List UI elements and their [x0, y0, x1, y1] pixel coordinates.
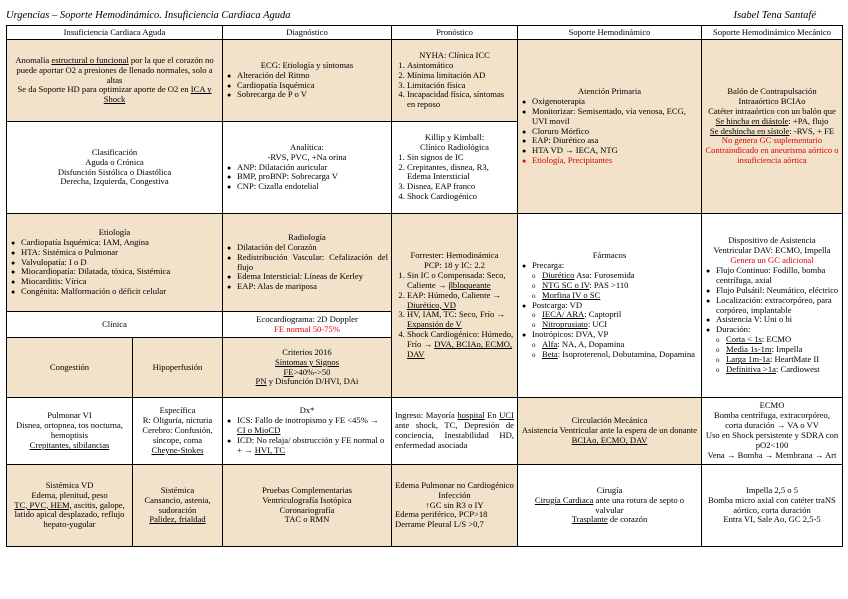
ingreso-cell: Ingreso: Mayoría hospital En UCI ante shock, TC, Depresión de conciencia, Inestabilidad HD, enfermedad asociada [392, 398, 518, 465]
header-soporte-mecanico: Soporte Hemodinámico Mecánico [702, 26, 843, 40]
impella-cell: Impella 2,5 o 5 Bomba micro axial con catéter traNS aórtico, corta duración Entra VI, Sale Ao, GC 2,5-5 [702, 465, 843, 547]
circulacion-cell: Circulación Mecánica Asistencia Ventricular ante la espera de un donante BCIAo, ECMO, DAV [518, 398, 702, 465]
hipoperfusion-cell: Hipoperfusión [133, 338, 223, 398]
farmacos-cell: Fármacos ● Precarga: o Diurético Asa: Furosemida o NTG SC o IV: PAS >110 o Morfina IV o SC ● Postcarga: VD o IECA/ ARA: Captopril o Nitroprusiato: UCI ● Inotrópicos: DVA, VP o Alfa: NA, A, Dopamina o Beta: Isoproterenol, Dobutamina, Dopamina [518, 214, 702, 398]
pulmonar-cell: Pulmonar VI Disnea, ortopnea, tos nocturna, hemoptisis Crepitantes, sibilancias [7, 398, 133, 465]
sistemica-vd-cell: Sistémica VD Edema, plenitud, peso TC, PVC, HEM, ascitis, galope, latido apical desplazado, reflujo hepato-yugular [7, 465, 133, 547]
clinica-cell: Clínica [7, 312, 223, 338]
column-headers [7, 26, 843, 40]
cirugia-cell: Cirugía Cirugía Cardiaca ante una rotura de septo o valvular Trasplante de corazón [518, 465, 702, 547]
criterios-cell: Criterios 2016 Síntomas y Signos FE>40%->50 PN y Disfunción D/HVI, DAi [223, 338, 392, 398]
document-title: Urgencias – Soporte Hemodinámico. Insuficiencia Cardiaca Aguda [6, 10, 291, 21]
edema-cell: Edema Pulmonar no Cardiogénico Infección ↑GC sin R3 o IY Edema periférico, PCP>18 Derrame Pleural L/S >0,7 [392, 465, 518, 547]
forrester-cell: Forrester: Hemodinámica PCP: 18 y IC: 2.2 1. Sin IC o Compensada: Seco, Caliente → βbloqueante 2. EAP: Húmedo, Caliente → Diurético, VD 3. HV, IAM, TC: Seco, Frío → Expansión de V 4. Shock Cardiogénico: Húmedo, Frío → DVA, BCIAo, ECMO, DAV [392, 214, 518, 398]
atencion-primaria-cell: Atención Primaria ● Oxigenoterapia ● Monitorizar: Semisentado, vía venosa, ECG, UVI movil ● Cloruro Mórfico ● EAP: Diurético asa ● HTA VD → IECA, NTG ● Etiología, Precipitantes [518, 40, 702, 214]
congestion-cell: Congestión [7, 338, 133, 398]
balon-cell: Balón de Contrapulsación Intraaórtico BCIAo Catéter intraaórtico con un balón que Se hincha en diástole: +PA, flujo Se deshincha en sístole: -RVS, + FE No genera GC suplementario Contraindicado en aneurisma aórtico o insuficiencia aórtica [702, 40, 843, 214]
header-diagnostico: Diagnóstico [223, 26, 392, 40]
header-ica: Insuficiencia Cardiaca Aguda [7, 26, 223, 40]
killip-cell: Killip y Kimball: Clínico Radiológica 1. Sin signos de IC 2. Crepitantes, disnea, R3, Edema Intersticial 3. Disnea, EAP franco 4. Shock Cardiogénico [392, 122, 518, 214]
dispositivo-cell: Dispositivo de Asistencia Ventricular DAV: ECMO, Impella Genera un GC adicional ● Flujo Continuo: Fodillo, bomba centrífuga, axial ● Flujo Pulsátil: Neumático, eléctrico ● Localización: extracorpóreo, para corpóreo, implantable ● Asistencia V: Uni o bi ● Duración: o Corta < 1s: ECMO o Media 1s-1m: Impella o Larga 1m-1a: HeartMate II o Definitiva >1a: Cardiowest [702, 214, 843, 398]
eco-cell: Ecocardiograma: 2D Doppler FE normal 50-75% [223, 312, 392, 338]
summary-table [6, 25, 843, 547]
dx-cell: Dx* ● ICS: Fallo de inotropismo y FE <45% → CI o MioCD ● ICD: No relaja/ obstrucción y FE normal o + → HVI, TC [223, 398, 392, 465]
clasificacion-cell: Clasificación Aguda o Crónica Disfunción Sistólica o Diastólica Derecha, Izquierda, Congestiva [7, 122, 223, 214]
radiologia-cell: Radiología ● Dilatación del Corazón ● Redistribución Vascular: Cefalización del flujo ● Edema Intersticial: Líneas de Kerley ● EAP: Alas de mariposa [223, 214, 392, 312]
author-name: Isabel Tena Santafé [733, 10, 816, 21]
analitica-cell: Analítica: -RVS, PVC, +Na orina ● ANP: Dilatación auricular ● BMP, proBNP: Sobrecarga V ● CNP: Cizalla endotelial [223, 122, 392, 214]
etiologia-cell: Etiología ● Cardiopatía Isquémica: IAM, Angina ● HTA: Sistémica o Pulmonar ● Valvulopatía: I o D ● Miocardiopatía: Dilatada, tóxica, Sistémica ● Miocarditis: Vírica ● Congénita: Malformación o déficit celular [7, 214, 223, 312]
sistemica-cell: Sistémica Cansancio, astenia, sudoración Palidez, frialdad [133, 465, 223, 547]
ecmo-cell: ECMO Bomba centrífuga, extracorpóreo, corta duración → VA o VV Uso en Shock persistente y SDRA con pO2<100 Vena → Bomba → Membrana → Art [702, 398, 843, 465]
especifica-cell: Específica R: Oliguria, nicturia Cerebro: Confusión, síncope, coma Cheyne-Stokes [133, 398, 223, 465]
pruebas-cell: Pruebas Complementarias Ventriculografía Isotópica Coronariografía TAC o RMN [223, 465, 392, 547]
definicion-cell: Anomalía estructural o funcional por la que el corazón no puede aportar O2 a presiones de llenado normales, solo a altas Se da Soporte HD para optimizar aporte de O2 en ICA y Shock [7, 40, 223, 122]
nyha-cell: NYHA: Clínica ICC 1. Asintomático 2. Mínima limitación AD 3. Limitación física 4. Incapacidad física, síntomas en reposo [392, 40, 518, 122]
header-pronostico: Pronóstico [392, 26, 518, 40]
header-soporte-hd: Soporte Hemodinámico [518, 26, 702, 40]
ecg-cell: ECG: Etiología y síntomas ● Alteración del Ritmo ● Cardiopatía Isquémica ● Sobrecarga de P o V [223, 40, 392, 122]
